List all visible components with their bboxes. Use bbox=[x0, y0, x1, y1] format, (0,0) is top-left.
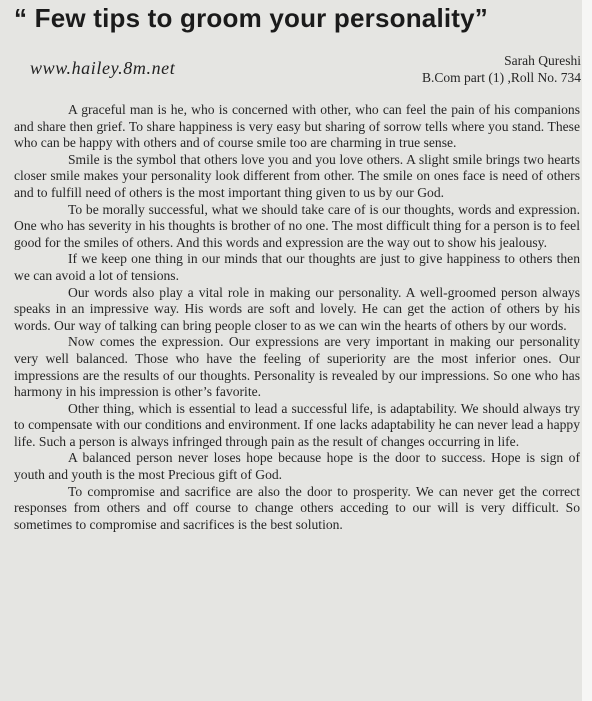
paragraph: A graceful man is he, who is concerned with other, who can feel the pain of his companions and share then grief. To share happiness is very easy but sharing of sorrow tells where you stand. These who can be happy with others and of course smile too are charming in true sense. bbox=[14, 102, 580, 151]
scan-edge bbox=[582, 0, 592, 701]
paragraph: Smile is the symbol that others love you and you love others. A slight smile brings two hearts closer smile makes your personality look different from other. The smile on ones face is need of others and to fulfill need of others is the most important thing given to us by our God. bbox=[14, 151, 580, 200]
paragraph: To be morally successful, what we should take care of is our thoughts, words and expression. One who has severity in his thoughts is brother of no one. The most difficult thing for a person is to feel good for the smiles of others. And this words and expression are the way out to show his jealousy. bbox=[14, 201, 580, 250]
paragraph: If we keep one thing in our minds that our thoughts are just to give happiness to others then we can avoid a lot of tensions. bbox=[14, 251, 580, 283]
paragraph: Our words also play a vital role in making our personality. A well-groomed person always speaks in an impressive way. His words are soft and lovely. He can get the action of others by his words. Our way of talking can bring people closer to as we can win the hearts of others by our words. bbox=[14, 284, 580, 333]
paragraph: To compromise and sacrifice are also the door to prosperity. We can never get the correct responses from others and off course to change others acceding to our will is very difficult. So sometimes to compromise and sacrifices is the best solution. bbox=[14, 483, 580, 532]
paragraph: Now comes the expression. Our expressions are very important in making our personality very well balanced. Those who have the feeling of superiority are the most inferior ones. Our impressions are the results of our thoughts. Personality is revealed by our impressions. So one who has harmony in his impression is other’s favorite. bbox=[14, 334, 580, 400]
paragraph: Other thing, which is essential to lead a successful life, is adaptability. We should always try to compensate with our conditions and environment. If one lacks adaptability he can never lead a happy life. Such a person is always infringed through pain as the result of changes occurring in life. bbox=[14, 400, 580, 449]
article-body bbox=[14, 102, 580, 533]
website-watermark: www.hailey.8m.net bbox=[30, 58, 176, 78]
author-detail: B.Com part (1) ,Roll No. 734 bbox=[422, 70, 581, 85]
paragraph: A balanced person never loses hope because hope is the door to success. Hope is sign of youth and youth is the most Precious gift of God. bbox=[14, 450, 580, 483]
byline bbox=[422, 52, 581, 86]
author-name: Sarah Qureshi bbox=[504, 53, 581, 68]
article-title: “ Few tips to groom your personality” bbox=[14, 3, 489, 33]
